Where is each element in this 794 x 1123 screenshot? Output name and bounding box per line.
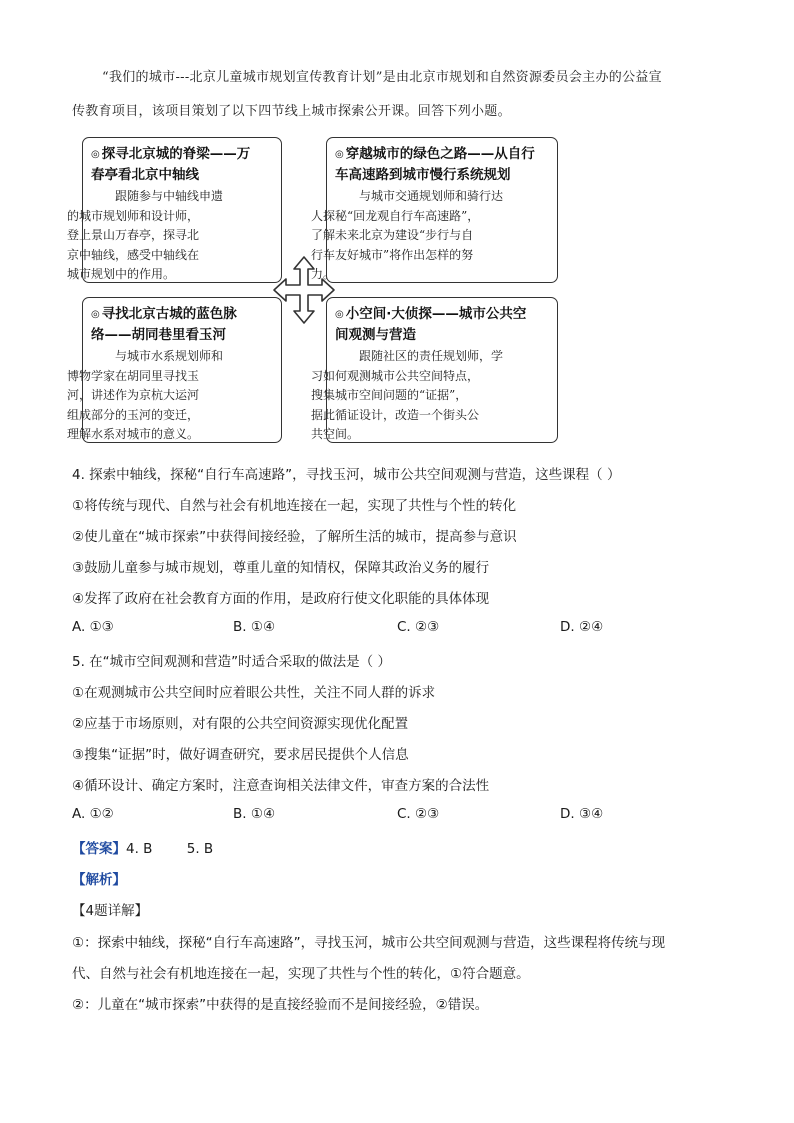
q5-option-d: D. ③④ <box>560 806 604 822</box>
detail-p1-line-2: 代、自然与社会有机地连接在一起，实现了共性与个性的转化，①符合题意。 <box>72 966 530 982</box>
analysis-label: 【解析】 <box>72 872 126 888</box>
detail-label: 【4题详解】 <box>72 903 149 919</box>
course-card-axis <box>67 137 282 283</box>
q4-item-2: ②使儿童在“城市探索”中获得间接经验，了解所生活的城市，提高参与意识 <box>72 529 517 545</box>
card-title: ◎ 小空间·大侦探——城市公共空 间观测与营造 <box>335 306 527 343</box>
q4-option-b: B. ①④ <box>233 619 276 635</box>
q5-option-c: C. ②③ <box>397 806 440 822</box>
q5-option-a: A. ①② <box>72 806 114 822</box>
course-card-river <box>67 297 282 443</box>
q5-option-b: B. ①④ <box>233 806 276 822</box>
intro-line-2: 传教育项目，该项目策划了以下四节线上城市探索公开课。回答下列小题。 <box>72 104 511 119</box>
card-title: ◎ 穿越城市的绿色之路——从自行 车高速路到城市慢行系统规划 <box>335 146 535 183</box>
bullseye-icon: ◎ <box>335 149 344 160</box>
q4-item-1: ①将传统与现代、自然与社会有机地连接在一起，实现了共性与个性的转化 <box>72 498 517 514</box>
intro-line-1: “我们的城市---北京儿童城市规划宣传教育计划”是由北京市规划和自然资源委员会主办的公益宣 <box>102 70 662 85</box>
card-body: 跟随参与中轴线申遗 的城市规划师和设计师， 登上景山万春亭，探寻北 京中轴线，感受中轴线在 城市规划中的作用。 <box>67 189 224 281</box>
answer-label: 【答案】 <box>72 841 126 857</box>
bullseye-icon: ◎ <box>91 149 100 160</box>
q4-item-3: ③鼓励儿童参与城市规划，尊重儿童的知情权，保障其政治义务的履行 <box>72 560 490 576</box>
detail-p2: ②：儿童在“城市探索”中获得的是直接经验而不是间接经验，②错误。 <box>72 997 489 1013</box>
course-card-space <box>311 297 558 443</box>
q5-item-2: ②应基于市场原则，对有限的公共空间资源实现优化配置 <box>72 716 409 732</box>
card-body: 跟随社区的责任规划师，学 习如何观测城市公共空间特点， 搜集城市空间问题的“证据”， 据此循证设计，改造一个街头公 共空间。 <box>311 349 504 441</box>
question-4-stem: 4. 探索中轴线，探秘“自行车高速路”，寻找玉河，城市公共空间观测与营造，这些课程（ ） <box>72 467 621 483</box>
question-5-stem: 5. 在“城市空间观测和营造”时适合采取的做法是（ ） <box>72 654 391 670</box>
course-figure <box>67 137 560 443</box>
q4-item-4: ④发挥了政府在社会教育方面的作用，是政府行使文化职能的具体体现 <box>72 591 490 607</box>
card-title: ◎ 寻找北京古城的蓝色脉 络——胡同巷里看玉河 <box>91 306 237 343</box>
course-card-bike <box>311 137 558 283</box>
card-body: 与城市水系规划师和 博物学家在胡同里寻找玉 河，讲述作为京杭大运河 组成部分的玉河的变迁， 理解水系对城市的意义。 <box>67 349 224 441</box>
q4-option-d: D. ②④ <box>560 619 604 635</box>
four-way-arrow-icon <box>272 255 336 325</box>
detail-p1-line-1: ①：探索中轴线，探秘“自行车高速路”，寻找玉河，城市公共空间观测与营造，这些课程将传统与现 <box>72 935 666 951</box>
q4-option-c: C. ②③ <box>397 619 440 635</box>
q5-item-3: ③搜集“证据”时，做好调查研究，要求居民提供个人信息 <box>72 747 409 763</box>
card-title: ◎ 探寻北京城的脊梁——万 春亭看北京中轴线 <box>91 146 251 183</box>
q5-item-1: ①在观测城市公共空间时应着眼公共性，关注不同人群的诉求 <box>72 685 436 701</box>
bullseye-icon: ◎ <box>335 309 344 320</box>
bullseye-icon: ◎ <box>91 309 100 320</box>
card-body: 与城市交通规划师和骑行达 人探秘“回龙观自行车高速路”， 了解未来北京为建设“步行与自 行车友好城市”将作出怎样的努 力。 <box>311 189 504 281</box>
q4-option-a: A. ①③ <box>72 619 114 635</box>
answer-line <box>72 837 213 857</box>
answer-text: 4. B 5. B <box>126 841 214 857</box>
q5-item-4: ④循环设计、确定方案时，注意查询相关法律文件，审查方案的合法性 <box>72 778 490 794</box>
